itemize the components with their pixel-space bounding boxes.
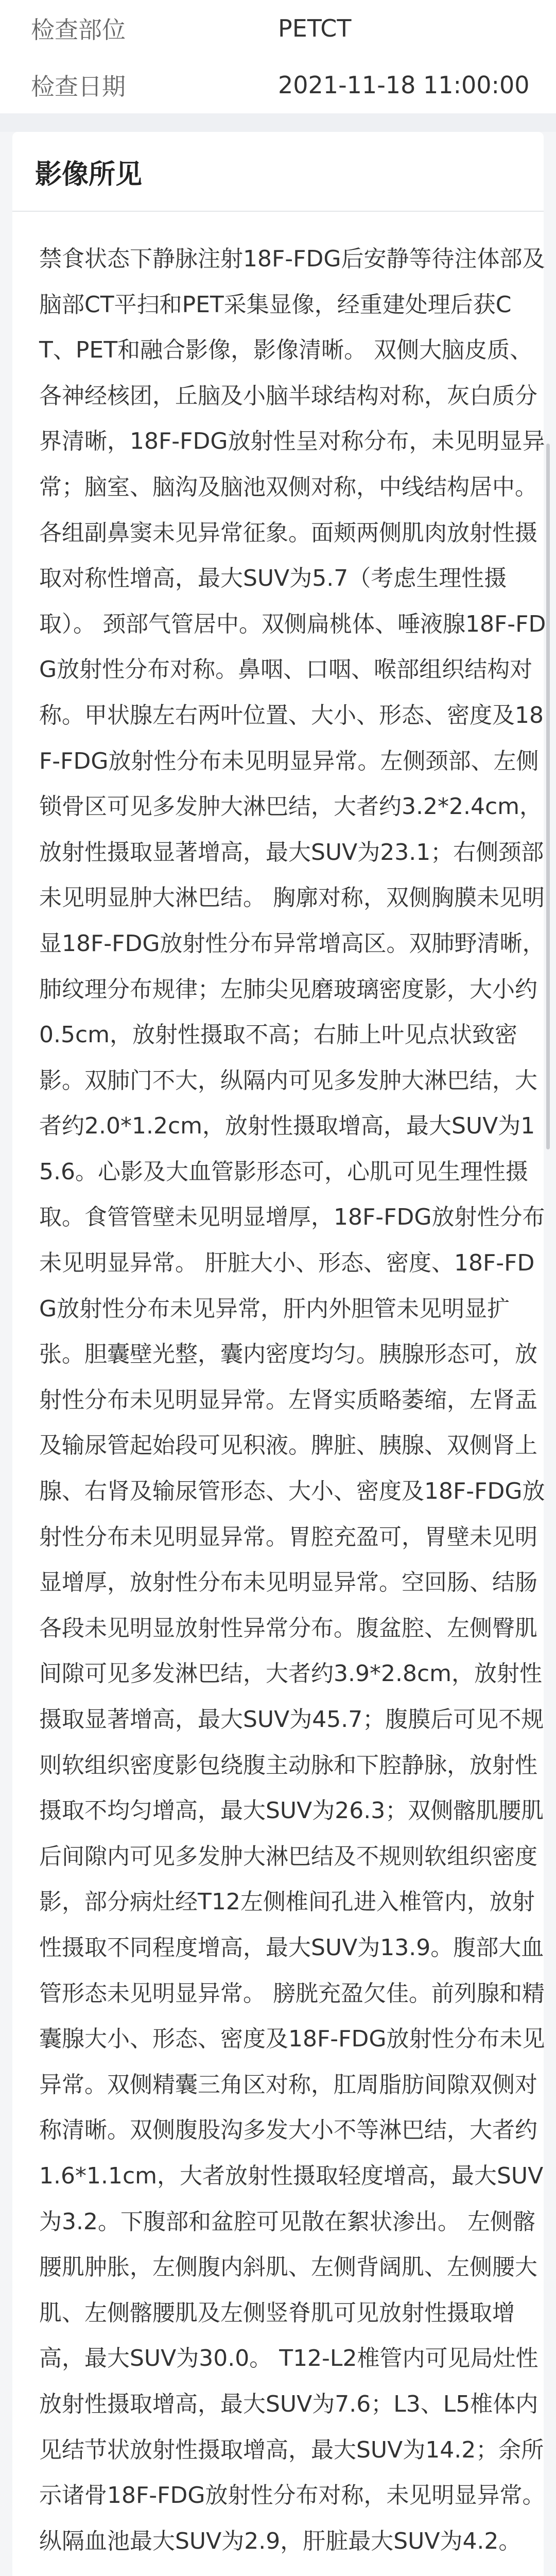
exam-info-section bbox=[0, 0, 556, 113]
exam-part-label: 检查部位 bbox=[31, 16, 126, 44]
section-divider bbox=[0, 113, 556, 132]
findings-title: 影像所见 bbox=[12, 132, 544, 212]
exam-date-value: 2021-11-18 11:00:00 bbox=[278, 71, 530, 99]
exam-date-label: 检查日期 bbox=[31, 73, 126, 100]
findings-scrollbar[interactable] bbox=[546, 444, 550, 1149]
findings-body[interactable] bbox=[12, 212, 552, 2576]
findings-card bbox=[12, 132, 552, 2576]
findings-text: 禁食状态下静脉注射18F-FDG后安静等待注体部及脑部CT平扫和PET采集显像，经重建处理后获CT、PET和融合影像，影像清晰。 双侧大脑皮质、各神经核团，丘脑及小脑半球结构对称，灰白质分界清晰，18F-FDG放射性呈对称分布，未见明显异常；脑室、脑沟及脑池双侧对称，中线结构居中。各组副鼻窦未见异常征象。面颊两侧肌肉放射性摄取对称性增高，最大SUV为5.7（考虑生理性摄取）。 颈部气管居中。双侧扁桃体、唾液腺18F-FDG放射性分布对称。鼻咽、口咽、喉部组织结构对称。甲状腺左右两叶位置、大小、形态、密度及18F-FDG放射性分布未见明显异常。左侧颈部、左侧锁骨区可见多发肿大淋巴结，大者约3.2*2.4cm，放射性摄取显著增高，最大SUV为23.1；右侧颈部未见明显肿大淋巴结。 胸廓对称，双侧胸膜未见明显18F-FDG放射性分布异常增高区。双肺野清晰，肺纹理分布规律；左肺尖见磨玻璃密度影，大小约0.5cm，放射性摄取不高；右肺上叶见点状致密影。双肺门不大，纵隔内可见多发肿大淋巴结，大者约2.0*1.2cm，放射性摄取增高，最大SUV为15.6。心影及大血管影形态可，心肌可见生理性摄取。食管管壁未见明显增厚，18F-FDG放射性分布未见明显异常。 肝脏大小、形态、密度、18F-FDG放射性分布未见异常，肝内外胆管未见明显扩张。胆囊壁光整，囊内密度均匀。胰腺形态可，放射性分布未见明显异常。左肾实质略萎缩，左肾盂及输尿管起始段可见积液。脾脏、胰腺、双侧肾上腺、右肾及输尿管形态、大小、密度及18F-FDG放射性分布未见明显异常。胃腔充盈可，胃壁未见明显增厚，放射性分布未见明显异常。空回肠、结肠各段未见明显放射性异常分布。腹盆腔、左侧臀肌间隙可见多发淋巴结，大者约3.9*2.8cm，放射性摄取显著增高，最大SUV为45.7；腹膜后可见不规则软组织密度影包绕腹主动脉和下腔静脉，放射性摄取不均匀增高，最大SUV为26.3；双侧髂肌腰肌后间隙内可见多发肿大淋巴结及不规则软组织密度影，部分病灶经T12左侧椎间孔进入椎管内，放射性摄取不同程度增高，最大SUV为13.9。腹部大血管形态未见明显异常。 膀胱充盈欠佳。前列腺和精囊腺大小、形态、密度及18F-FDG放射性分布未见异常。双侧精囊三角区对称，肛周脂肪间隙双侧对称清晰。双侧腹股沟多发大小不等淋巴结，大者约1.6*1.1cm，大者放射性摄取轻度增高，最大SUV为3.2。下腹部和盆腔可见散在絮状渗出。 左侧髂腰肌肿胀，左侧腹内斜肌、左侧背阔肌、左侧腰大肌、左侧髂腰肌及左侧竖脊肌可见放射性摄取增高，最大SUV为30.0。 T12-L2椎管内可见局灶性放射性摄取增高，最大SUV为7.6；L3、L5椎体内见结节状放射性摄取增高，最大SUV为14.2；余所示诸骨18F-FDG放射性分布对称，未见明显异常。 纵隔血池最大SUV为2.9，肝脏最大SUV为4.2。 bbox=[39, 246, 552, 2554]
exam-part-value: PETCT bbox=[278, 14, 352, 42]
exam-part-row bbox=[31, 0, 535, 57]
exam-date-row bbox=[31, 57, 535, 113]
